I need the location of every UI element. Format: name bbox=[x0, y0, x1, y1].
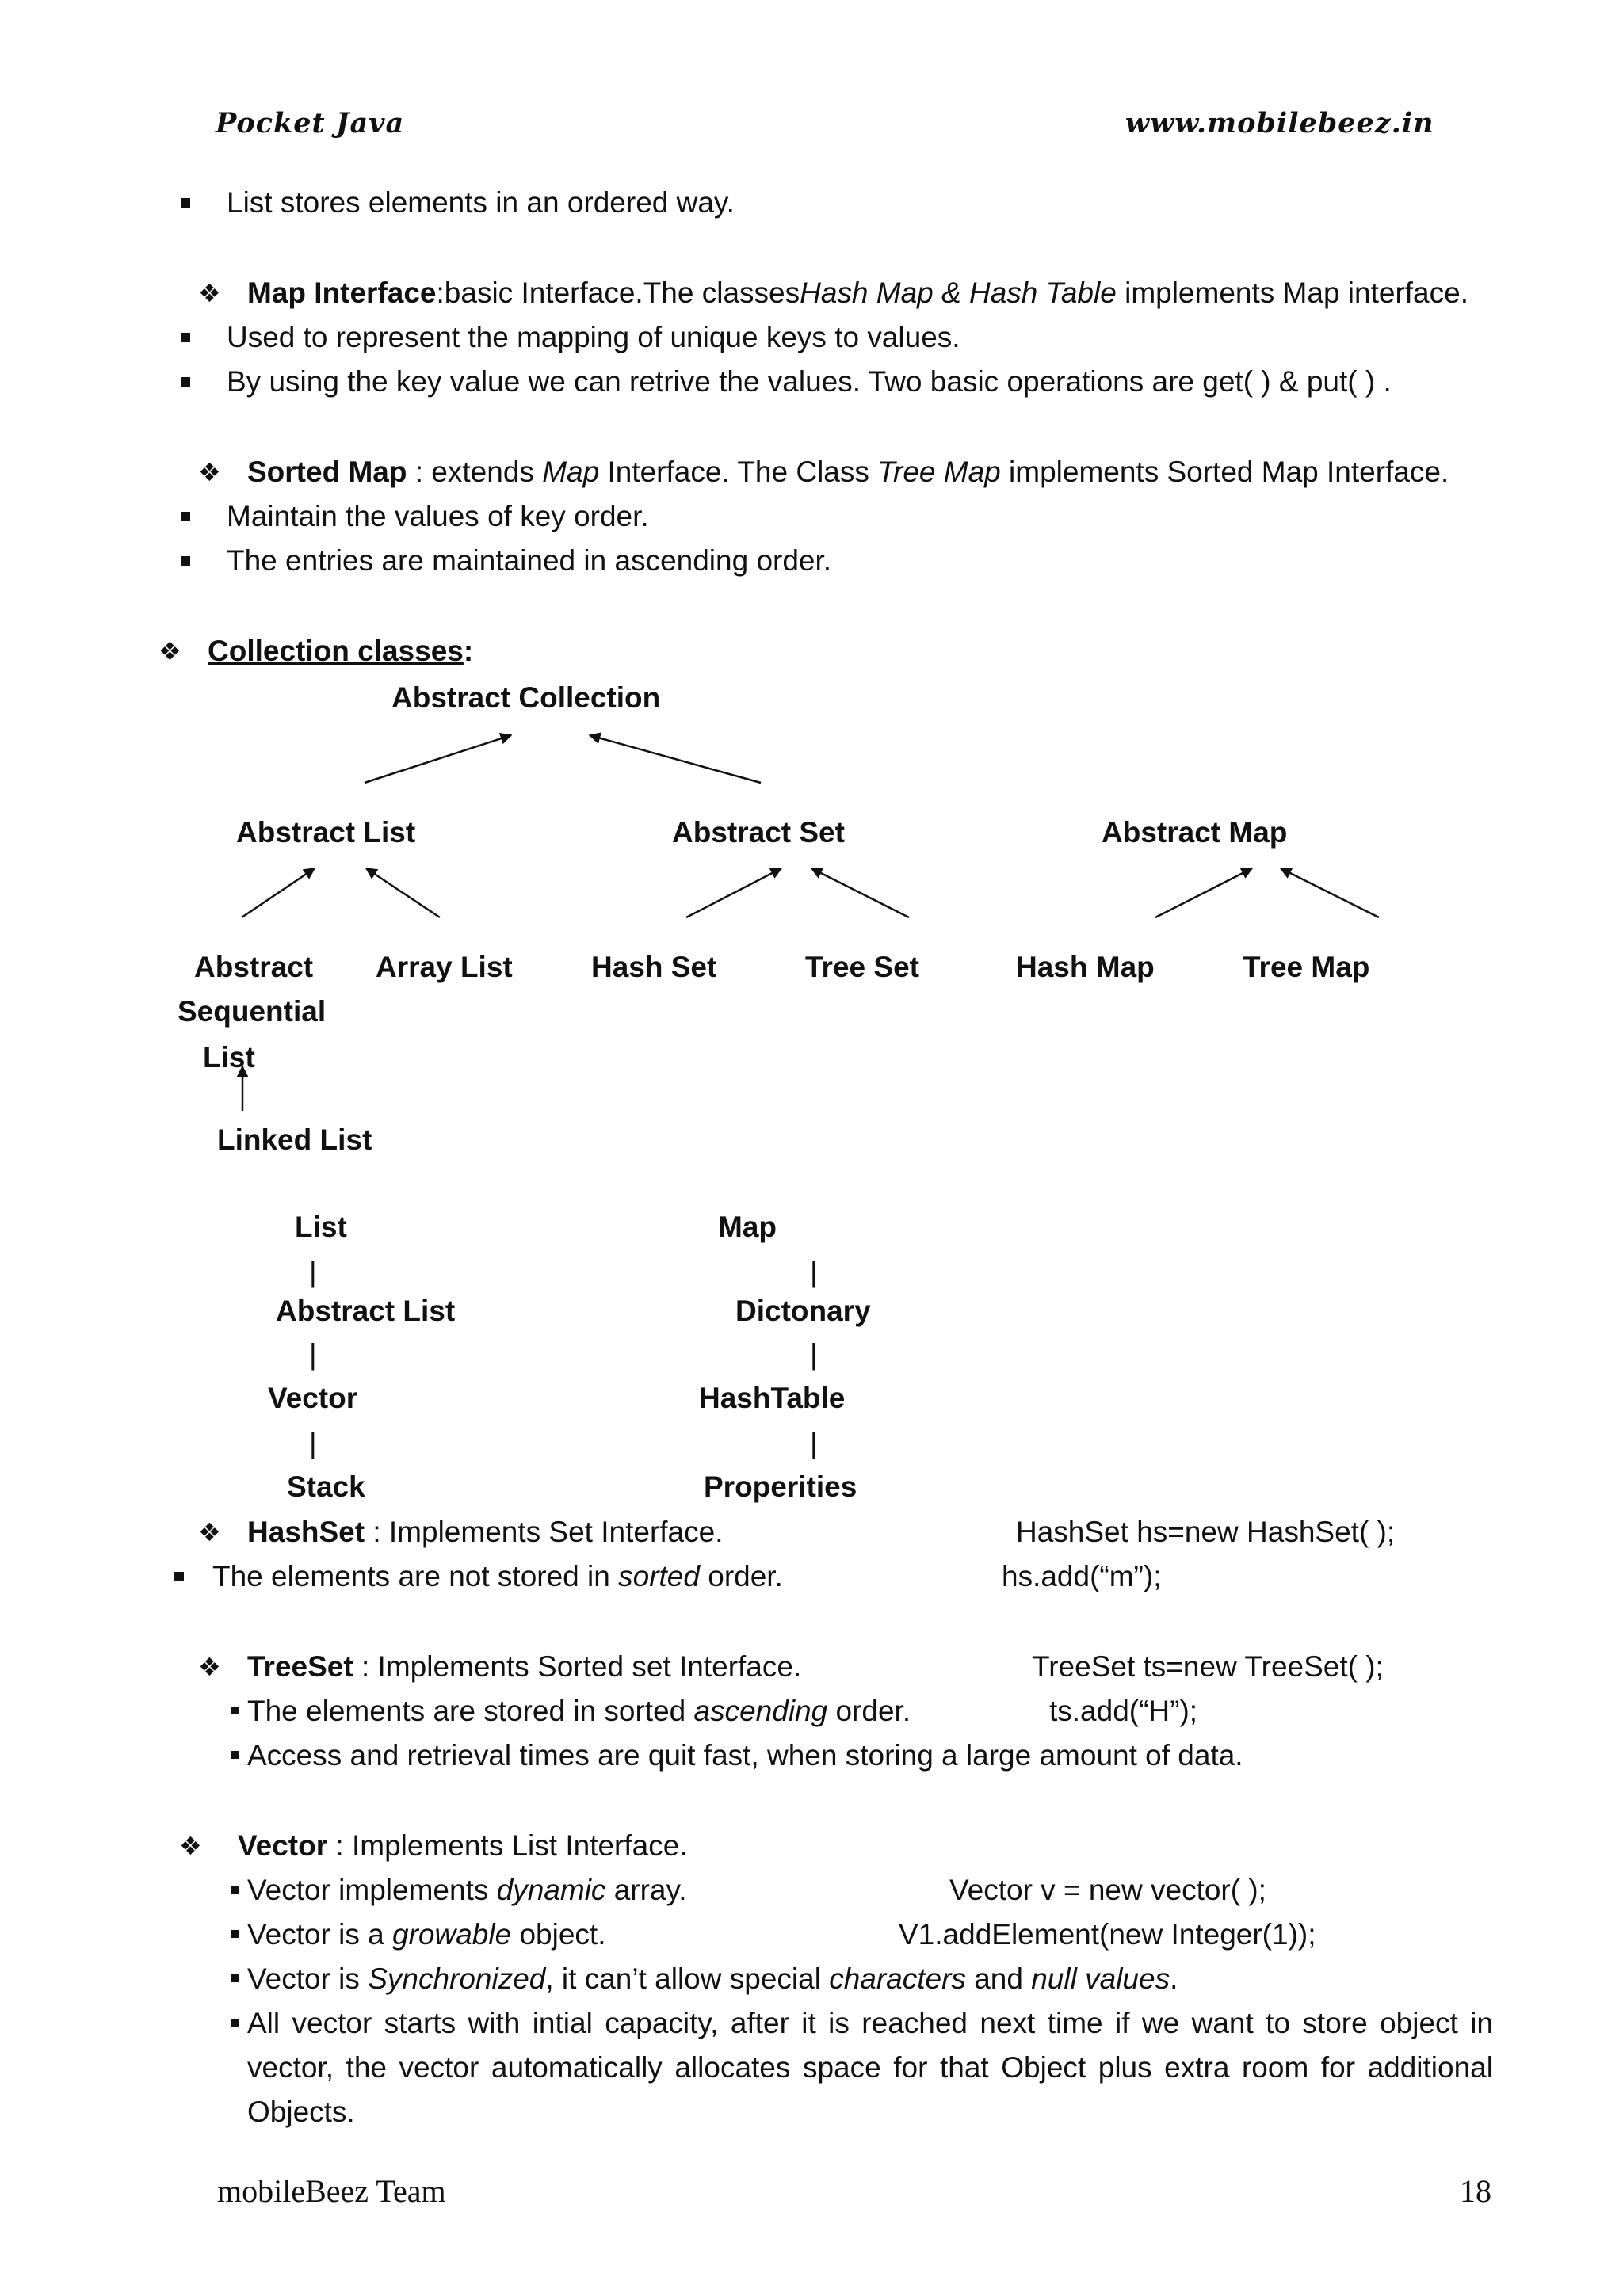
node-tree-map: Tree Map bbox=[1243, 951, 1370, 983]
sorted-map-bullet-1: Maintain the values of key order. bbox=[227, 500, 649, 532]
treeset-code-1: TreeSet ts=new TreeSet( ); bbox=[1032, 1650, 1384, 1683]
hashset-bullet-1: The elements are not stored in sorted order. bbox=[212, 1560, 783, 1592]
diamond-bullet-icon: ❖ bbox=[198, 1652, 221, 1682]
vector-line: Vector : Implements List Interface. bbox=[238, 1829, 688, 1862]
sorted-map-bullet-2: The entries are maintained in ascending order. bbox=[227, 544, 832, 577]
vector-code-2: V1.addElement(new Integer(1)); bbox=[899, 1918, 1316, 1951]
hier-right-bar-3: | bbox=[810, 1427, 818, 1459]
hashset-code-1: HashSet hs=new HashSet( ); bbox=[1016, 1516, 1396, 1548]
node-abstract-collection: Abstract Collection bbox=[391, 681, 661, 714]
map-interface-line: Map Interface:basic Interface.The classesHash Map & Hash Table implements Map interface. bbox=[247, 277, 1468, 309]
arrow-hashset-to-set bbox=[686, 868, 781, 917]
hashset-code-2: hs.add(“m”); bbox=[1002, 1560, 1162, 1592]
square-bullet-icon bbox=[231, 1974, 239, 1982]
sorted-map-line: Sorted Map : extends Map Interface. The Class Tree Map implements Sorted Map Interface. bbox=[247, 456, 1449, 488]
vector-bullet-4-line3: Objects. bbox=[247, 2096, 355, 2128]
hier-left-3: Stack bbox=[287, 1470, 365, 1503]
hier-right-2: HashTable bbox=[699, 1382, 846, 1414]
arrow-treeset-to-set bbox=[812, 868, 909, 917]
vector-bullet-1: Vector implements dynamic array. bbox=[247, 1874, 687, 1906]
map-bullet-1: Used to represent the mapping of unique keys to values. bbox=[227, 321, 960, 353]
list-bullet-1: List stores elements in an ordered way. bbox=[227, 186, 735, 219]
footer-team: mobileBeez Team bbox=[217, 2173, 446, 2209]
diamond-bullet-icon: ❖ bbox=[198, 1517, 221, 1547]
hier-left-bar-2: | bbox=[309, 1338, 317, 1371]
diamond-bullet-icon: ❖ bbox=[198, 278, 221, 308]
treeset-code-2: ts.add(“H”); bbox=[1049, 1695, 1198, 1727]
diamond-bullet-icon: ❖ bbox=[158, 636, 181, 666]
square-bullet-icon bbox=[174, 1572, 184, 1581]
square-bullet-icon bbox=[231, 1707, 239, 1714]
hier-left-0: List bbox=[295, 1211, 347, 1243]
page-number: 18 bbox=[1460, 2173, 1491, 2209]
node-abstract-sequential-line3: List bbox=[203, 1041, 255, 1074]
header-right: www.mobilebeez.in bbox=[1125, 107, 1434, 139]
node-hash-map: Hash Map bbox=[1016, 951, 1155, 983]
node-abstract-sequential-line1: Abstract bbox=[194, 951, 314, 983]
arrow-set-to-collection bbox=[590, 735, 761, 783]
node-abstract-list: Abstract List bbox=[236, 816, 416, 849]
vector-bullet-4-line2: vector, the vector automatically allocates space for that Object plus extra room for additional bbox=[247, 2051, 1493, 2084]
node-linked-list: Linked List bbox=[217, 1123, 372, 1156]
hier-right-bar-2: | bbox=[810, 1338, 818, 1371]
node-abstract-set: Abstract Set bbox=[672, 816, 845, 849]
hier-left-bar-1: | bbox=[309, 1256, 317, 1288]
collection-classes-heading: Collection classes: bbox=[208, 635, 474, 667]
arrow-treemap-to-map bbox=[1281, 868, 1379, 917]
arrow-seq-to-list bbox=[242, 868, 315, 917]
arrow-list-to-collection bbox=[365, 735, 511, 783]
hier-right-0: Map bbox=[718, 1211, 777, 1243]
map-bullet-2: By using the key value we can retrive the values. Two basic operations are get( ) & put( ) . bbox=[227, 365, 1392, 398]
header-left: Pocket Java bbox=[216, 107, 405, 139]
node-array-list: Array List bbox=[376, 951, 513, 983]
arrow-hashmap-to-map bbox=[1155, 868, 1252, 917]
hier-right-3: Properities bbox=[704, 1470, 857, 1503]
diamond-bullet-icon: ❖ bbox=[198, 457, 221, 487]
treeset-bullet-2: Access and retrieval times are quit fast, when storing a large amount of data. bbox=[247, 1739, 1243, 1772]
node-abstract-map: Abstract Map bbox=[1102, 816, 1288, 849]
treeset-line: TreeSet : Implements Sorted set Interface. bbox=[247, 1650, 802, 1683]
arrow-arraylist-to-list bbox=[366, 868, 440, 917]
hier-left-bar-3: | bbox=[309, 1427, 317, 1459]
diamond-bullet-icon: ❖ bbox=[179, 1831, 202, 1861]
node-tree-set: Tree Set bbox=[805, 951, 919, 983]
square-bullet-icon bbox=[231, 1886, 239, 1894]
hier-right-1: Dictonary bbox=[735, 1295, 871, 1327]
vector-bullet-2: Vector is a growable object. bbox=[247, 1918, 606, 1951]
square-bullet-icon bbox=[231, 2019, 239, 2027]
square-bullet-icon bbox=[231, 1930, 239, 1938]
node-abstract-sequential-line2: Sequential bbox=[178, 995, 327, 1028]
hier-left-2: Vector bbox=[268, 1382, 358, 1414]
treeset-bullet-1: The elements are stored in sorted ascending order. bbox=[247, 1695, 911, 1727]
vector-bullet-3: Vector is Synchronized, it can’t allow special characters and null values. bbox=[247, 1962, 1178, 1995]
vector-code-1: Vector v = new vector( ); bbox=[949, 1874, 1266, 1906]
hashset-line: HashSet : Implements Set Interface. bbox=[247, 1516, 724, 1548]
vector-bullet-4-line1: All vector starts with intial capacity, after it is reached next time if we want to store object in bbox=[247, 2007, 1493, 2039]
hier-left-1: Abstract List bbox=[276, 1295, 456, 1327]
square-bullet-icon bbox=[231, 1751, 239, 1759]
hier-right-bar-1: | bbox=[810, 1256, 818, 1288]
node-hash-set: Hash Set bbox=[591, 951, 717, 983]
